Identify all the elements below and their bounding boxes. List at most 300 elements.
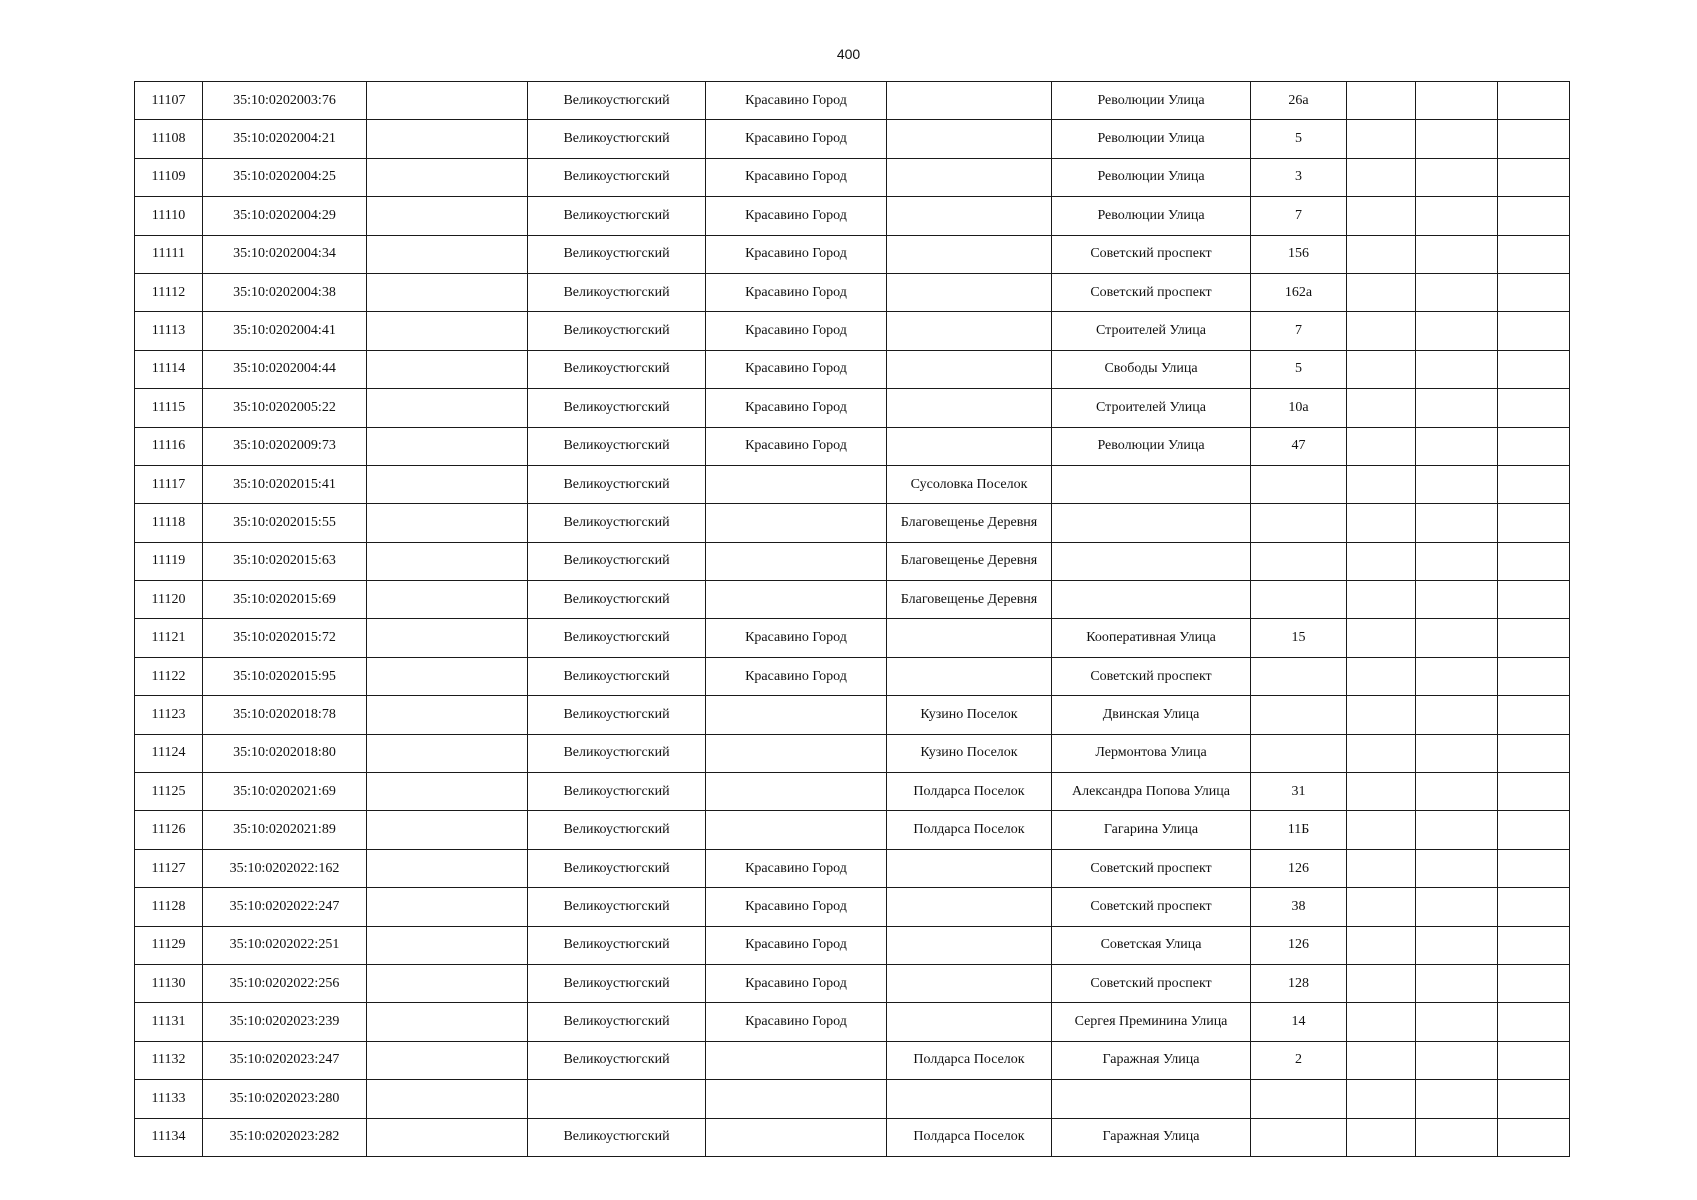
blank-cell-b: [1347, 811, 1416, 849]
street-cell: Лермонтова Улица: [1052, 734, 1251, 772]
blank-cell-a: [367, 619, 528, 657]
settlement-cell: [887, 619, 1052, 657]
blank-cell-b: [1347, 773, 1416, 811]
settlement-cell: Полдарса Поселок: [887, 1118, 1052, 1156]
street-cell: Революции Улица: [1052, 120, 1251, 158]
blank-cell-c: [1416, 1041, 1498, 1079]
district-cell: Великоустюгский: [528, 1041, 706, 1079]
row-number-cell: 11116: [135, 427, 203, 465]
blank-cell-a: [367, 158, 528, 196]
house-number-cell: 3: [1251, 158, 1347, 196]
city-cell: Красавино Город: [706, 888, 887, 926]
house-number-cell: 156: [1251, 235, 1347, 273]
cadastral-number-cell: 35:10:0202018:80: [203, 734, 367, 772]
city-cell: Красавино Город: [706, 350, 887, 388]
row-number-cell: 11121: [135, 619, 203, 657]
settlement-cell: Полдарса Поселок: [887, 811, 1052, 849]
city-cell: [706, 1080, 887, 1118]
blank-cell-a: [367, 350, 528, 388]
blank-cell-c: [1416, 619, 1498, 657]
blank-cell-a: [367, 82, 528, 120]
row-number-cell: 11131: [135, 1003, 203, 1041]
blank-cell-a: [367, 273, 528, 311]
blank-cell-b: [1347, 1080, 1416, 1118]
cadastral-number-cell: 35:10:0202023:280: [203, 1080, 367, 1118]
cadastral-number-cell: 35:10:0202015:41: [203, 465, 367, 503]
row-number-cell: 11110: [135, 197, 203, 235]
district-cell: Великоустюгский: [528, 389, 706, 427]
blank-cell-d: [1498, 926, 1570, 964]
city-cell: Красавино Город: [706, 82, 887, 120]
row-number-cell: 11123: [135, 696, 203, 734]
blank-cell-a: [367, 734, 528, 772]
table-row: [135, 197, 1570, 235]
blank-cell-c: [1416, 197, 1498, 235]
district-cell: [528, 1080, 706, 1118]
settlement-cell: Кузино Поселок: [887, 696, 1052, 734]
cadastral-number-cell: 35:10:0202023:282: [203, 1118, 367, 1156]
house-number-cell: 15: [1251, 619, 1347, 657]
table-row: [135, 158, 1570, 196]
city-cell: Красавино Город: [706, 619, 887, 657]
street-cell: [1052, 504, 1251, 542]
settlement-cell: [887, 849, 1052, 887]
blank-cell-b: [1347, 197, 1416, 235]
table-row: [135, 504, 1570, 542]
cadastral-number-cell: 35:10:0202004:29: [203, 197, 367, 235]
table-row: [135, 427, 1570, 465]
district-cell: Великоустюгский: [528, 926, 706, 964]
settlement-cell: Кузино Поселок: [887, 734, 1052, 772]
table-row: [135, 120, 1570, 158]
district-cell: Великоустюгский: [528, 888, 706, 926]
blank-cell-c: [1416, 273, 1498, 311]
blank-cell-a: [367, 542, 528, 580]
blank-cell-c: [1416, 964, 1498, 1002]
blank-cell-c: [1416, 542, 1498, 580]
settlement-cell: [887, 427, 1052, 465]
settlement-cell: [887, 389, 1052, 427]
blank-cell-b: [1347, 964, 1416, 1002]
blank-cell-d: [1498, 350, 1570, 388]
settlement-cell: [887, 235, 1052, 273]
table-row: [135, 849, 1570, 887]
city-cell: Красавино Город: [706, 849, 887, 887]
cadastral-number-cell: 35:10:0202004:21: [203, 120, 367, 158]
blank-cell-b: [1347, 581, 1416, 619]
blank-cell-a: [367, 312, 528, 350]
blank-cell-c: [1416, 1080, 1498, 1118]
city-cell: Красавино Город: [706, 926, 887, 964]
settlement-cell: [887, 273, 1052, 311]
house-number-cell: [1251, 696, 1347, 734]
district-cell: Великоустюгский: [528, 273, 706, 311]
page-number: 400: [836, 46, 861, 62]
blank-cell-c: [1416, 120, 1498, 158]
blank-cell-a: [367, 389, 528, 427]
blank-cell-c: [1416, 1118, 1498, 1156]
house-number-cell: [1251, 1118, 1347, 1156]
city-cell: [706, 734, 887, 772]
blank-cell-d: [1498, 696, 1570, 734]
district-cell: Великоустюгский: [528, 312, 706, 350]
street-cell: Советский проспект: [1052, 849, 1251, 887]
district-cell: Великоустюгский: [528, 158, 706, 196]
blank-cell-d: [1498, 82, 1570, 120]
city-cell: Красавино Город: [706, 427, 887, 465]
blank-cell-d: [1498, 811, 1570, 849]
house-number-cell: 11Б: [1251, 811, 1347, 849]
row-number-cell: 11108: [135, 120, 203, 158]
blank-cell-b: [1347, 1003, 1416, 1041]
blank-cell-c: [1416, 734, 1498, 772]
row-number-cell: 11125: [135, 773, 203, 811]
blank-cell-c: [1416, 1003, 1498, 1041]
table-row: [135, 542, 1570, 580]
row-number-cell: 11132: [135, 1041, 203, 1079]
blank-cell-b: [1347, 350, 1416, 388]
blank-cell-b: [1347, 657, 1416, 695]
street-cell: Революции Улица: [1052, 197, 1251, 235]
cadastral-number-cell: 35:10:0202004:44: [203, 350, 367, 388]
row-number-cell: 11119: [135, 542, 203, 580]
settlement-cell: [887, 312, 1052, 350]
blank-cell-d: [1498, 1041, 1570, 1079]
settlement-cell: [887, 964, 1052, 1002]
blank-cell-a: [367, 197, 528, 235]
cadastral-number-cell: 35:10:0202022:256: [203, 964, 367, 1002]
blank-cell-b: [1347, 504, 1416, 542]
table-row: [135, 312, 1570, 350]
blank-cell-d: [1498, 197, 1570, 235]
table-row: [135, 350, 1570, 388]
blank-cell-c: [1416, 389, 1498, 427]
blank-cell-a: [367, 235, 528, 273]
blank-cell-a: [367, 465, 528, 503]
district-cell: Великоустюгский: [528, 465, 706, 503]
house-number-cell: [1251, 1080, 1347, 1118]
blank-cell-c: [1416, 312, 1498, 350]
blank-cell-d: [1498, 581, 1570, 619]
district-cell: Великоустюгский: [528, 350, 706, 388]
district-cell: Великоустюгский: [528, 734, 706, 772]
cadastral-number-cell: 35:10:0202018:78: [203, 696, 367, 734]
row-number-cell: 11115: [135, 389, 203, 427]
blank-cell-b: [1347, 734, 1416, 772]
blank-cell-c: [1416, 350, 1498, 388]
blank-cell-c: [1416, 657, 1498, 695]
blank-cell-b: [1347, 1041, 1416, 1079]
blank-cell-d: [1498, 273, 1570, 311]
registry-table: [134, 81, 1570, 1157]
table-row: [135, 1003, 1570, 1041]
settlement-cell: [887, 82, 1052, 120]
settlement-cell: [887, 197, 1052, 235]
blank-cell-a: [367, 581, 528, 619]
blank-cell-d: [1498, 465, 1570, 503]
table-row: [135, 964, 1570, 1002]
blank-cell-c: [1416, 581, 1498, 619]
district-cell: Великоустюгский: [528, 811, 706, 849]
settlement-cell: [887, 350, 1052, 388]
row-number-cell: 11117: [135, 465, 203, 503]
city-cell: Красавино Город: [706, 197, 887, 235]
district-cell: Великоустюгский: [528, 964, 706, 1002]
district-cell: Великоустюгский: [528, 197, 706, 235]
house-number-cell: [1251, 504, 1347, 542]
table-row: [135, 734, 1570, 772]
street-cell: Двинская Улица: [1052, 696, 1251, 734]
blank-cell-b: [1347, 849, 1416, 887]
blank-cell-d: [1498, 849, 1570, 887]
row-number-cell: 11120: [135, 581, 203, 619]
blank-cell-c: [1416, 773, 1498, 811]
cadastral-number-cell: 35:10:0202015:69: [203, 581, 367, 619]
city-cell: Красавино Город: [706, 312, 887, 350]
city-cell: [706, 542, 887, 580]
house-number-cell: 5: [1251, 120, 1347, 158]
table-row: [135, 82, 1570, 120]
house-number-cell: [1251, 581, 1347, 619]
district-cell: Великоустюгский: [528, 235, 706, 273]
row-number-cell: 11129: [135, 926, 203, 964]
cadastral-number-cell: 35:10:0202021:89: [203, 811, 367, 849]
blank-cell-a: [367, 1003, 528, 1041]
settlement-cell: Полдарса Поселок: [887, 773, 1052, 811]
city-cell: Красавино Город: [706, 235, 887, 273]
cadastral-number-cell: 35:10:0202009:73: [203, 427, 367, 465]
cadastral-number-cell: 35:10:0202022:162: [203, 849, 367, 887]
table-row: [135, 1041, 1570, 1079]
street-cell: Гаражная Улица: [1052, 1041, 1251, 1079]
street-cell: [1052, 465, 1251, 503]
house-number-cell: [1251, 657, 1347, 695]
blank-cell-b: [1347, 888, 1416, 926]
district-cell: Великоустюгский: [528, 1118, 706, 1156]
city-cell: [706, 1118, 887, 1156]
table-row: [135, 811, 1570, 849]
table-row: [135, 465, 1570, 503]
house-number-cell: 31: [1251, 773, 1347, 811]
cadastral-number-cell: 35:10:0202004:25: [203, 158, 367, 196]
settlement-cell: [887, 888, 1052, 926]
blank-cell-a: [367, 888, 528, 926]
blank-cell-b: [1347, 619, 1416, 657]
table-row: [135, 696, 1570, 734]
row-number-cell: 11133: [135, 1080, 203, 1118]
blank-cell-a: [367, 1118, 528, 1156]
blank-cell-b: [1347, 542, 1416, 580]
street-cell: Революции Улица: [1052, 158, 1251, 196]
blank-cell-b: [1347, 389, 1416, 427]
settlement-cell: [887, 1080, 1052, 1118]
table-row: [135, 619, 1570, 657]
street-cell: Строителей Улица: [1052, 312, 1251, 350]
table-row: [135, 773, 1570, 811]
house-number-cell: 2: [1251, 1041, 1347, 1079]
city-cell: [706, 465, 887, 503]
street-cell: Советский проспект: [1052, 888, 1251, 926]
row-number-cell: 11112: [135, 273, 203, 311]
row-number-cell: 11118: [135, 504, 203, 542]
cadastral-number-cell: 35:10:0202023:247: [203, 1041, 367, 1079]
cadastral-number-cell: 35:10:0202022:251: [203, 926, 367, 964]
blank-cell-d: [1498, 235, 1570, 273]
city-cell: [706, 811, 887, 849]
district-cell: Великоустюгский: [528, 542, 706, 580]
street-cell: Советский проспект: [1052, 235, 1251, 273]
city-cell: Красавино Город: [706, 964, 887, 1002]
blank-cell-a: [367, 696, 528, 734]
street-cell: Советская Улица: [1052, 926, 1251, 964]
street-cell: Свободы Улица: [1052, 350, 1251, 388]
blank-cell-d: [1498, 734, 1570, 772]
house-number-cell: 47: [1251, 427, 1347, 465]
district-cell: Великоустюгский: [528, 773, 706, 811]
blank-cell-d: [1498, 312, 1570, 350]
cadastral-number-cell: 35:10:0202004:41: [203, 312, 367, 350]
row-number-cell: 11126: [135, 811, 203, 849]
house-number-cell: [1251, 734, 1347, 772]
street-cell: Гагарина Улица: [1052, 811, 1251, 849]
blank-cell-b: [1347, 1118, 1416, 1156]
settlement-cell: Благовещенье Деревня: [887, 542, 1052, 580]
blank-cell-a: [367, 504, 528, 542]
blank-cell-d: [1498, 158, 1570, 196]
house-number-cell: 162а: [1251, 273, 1347, 311]
row-number-cell: 11111: [135, 235, 203, 273]
street-cell: Александра Попова Улица: [1052, 773, 1251, 811]
street-cell: Советский проспект: [1052, 657, 1251, 695]
city-cell: Красавино Город: [706, 158, 887, 196]
street-cell: [1052, 1080, 1251, 1118]
district-cell: Великоустюгский: [528, 427, 706, 465]
row-number-cell: 11134: [135, 1118, 203, 1156]
table-row: [135, 235, 1570, 273]
blank-cell-b: [1347, 427, 1416, 465]
blank-cell-c: [1416, 465, 1498, 503]
city-cell: [706, 581, 887, 619]
blank-cell-d: [1498, 542, 1570, 580]
house-number-cell: [1251, 542, 1347, 580]
blank-cell-d: [1498, 1080, 1570, 1118]
table-row: [135, 581, 1570, 619]
cadastral-number-cell: 35:10:0202003:76: [203, 82, 367, 120]
row-number-cell: 11107: [135, 82, 203, 120]
house-number-cell: 26а: [1251, 82, 1347, 120]
city-cell: Красавино Город: [706, 273, 887, 311]
table-row: [135, 888, 1570, 926]
district-cell: Великоустюгский: [528, 657, 706, 695]
blank-cell-a: [367, 849, 528, 887]
street-cell: Сергея Преминина Улица: [1052, 1003, 1251, 1041]
city-cell: Красавино Город: [706, 1003, 887, 1041]
blank-cell-d: [1498, 964, 1570, 1002]
house-number-cell: 5: [1251, 350, 1347, 388]
street-cell: [1052, 581, 1251, 619]
street-cell: Советский проспект: [1052, 964, 1251, 1002]
blank-cell-c: [1416, 926, 1498, 964]
blank-cell-c: [1416, 696, 1498, 734]
blank-cell-b: [1347, 926, 1416, 964]
cadastral-number-cell: 35:10:0202023:239: [203, 1003, 367, 1041]
row-number-cell: 11128: [135, 888, 203, 926]
city-cell: [706, 696, 887, 734]
settlement-cell: Благовещенье Деревня: [887, 504, 1052, 542]
blank-cell-b: [1347, 273, 1416, 311]
blank-cell-d: [1498, 1003, 1570, 1041]
district-cell: Великоустюгский: [528, 849, 706, 887]
blank-cell-a: [367, 1080, 528, 1118]
blank-cell-c: [1416, 158, 1498, 196]
district-cell: Великоустюгский: [528, 82, 706, 120]
district-cell: Великоустюгский: [528, 504, 706, 542]
blank-cell-b: [1347, 696, 1416, 734]
blank-cell-a: [367, 657, 528, 695]
blank-cell-d: [1498, 120, 1570, 158]
cadastral-number-cell: 35:10:0202004:38: [203, 273, 367, 311]
blank-cell-d: [1498, 888, 1570, 926]
district-cell: Великоустюгский: [528, 581, 706, 619]
city-cell: Красавино Город: [706, 389, 887, 427]
street-cell: Гаражная Улица: [1052, 1118, 1251, 1156]
street-cell: [1052, 542, 1251, 580]
city-cell: Красавино Город: [706, 120, 887, 158]
house-number-cell: 126: [1251, 849, 1347, 887]
house-number-cell: 38: [1251, 888, 1347, 926]
blank-cell-a: [367, 926, 528, 964]
blank-cell-d: [1498, 389, 1570, 427]
blank-cell-c: [1416, 504, 1498, 542]
cadastral-number-cell: 35:10:0202015:55: [203, 504, 367, 542]
cadastral-number-cell: 35:10:0202005:22: [203, 389, 367, 427]
settlement-cell: [887, 120, 1052, 158]
city-cell: Красавино Город: [706, 657, 887, 695]
row-number-cell: 11130: [135, 964, 203, 1002]
district-cell: Великоустюгский: [528, 1003, 706, 1041]
house-number-cell: 126: [1251, 926, 1347, 964]
table-row: [135, 1118, 1570, 1156]
blank-cell-c: [1416, 427, 1498, 465]
row-number-cell: 11114: [135, 350, 203, 388]
row-number-cell: 11127: [135, 849, 203, 887]
cadastral-number-cell: 35:10:0202004:34: [203, 235, 367, 273]
blank-cell-a: [367, 427, 528, 465]
blank-cell-a: [367, 120, 528, 158]
house-number-cell: [1251, 465, 1347, 503]
settlement-cell: [887, 657, 1052, 695]
blank-cell-b: [1347, 465, 1416, 503]
house-number-cell: 7: [1251, 312, 1347, 350]
settlement-cell: Сусоловка Поселок: [887, 465, 1052, 503]
city-cell: [706, 504, 887, 542]
district-cell: Великоустюгский: [528, 120, 706, 158]
street-cell: Советский проспект: [1052, 273, 1251, 311]
table-row: [135, 657, 1570, 695]
blank-cell-a: [367, 964, 528, 1002]
house-number-cell: 7: [1251, 197, 1347, 235]
street-cell: Революции Улица: [1052, 427, 1251, 465]
registry-table-body: [135, 82, 1570, 1157]
settlement-cell: [887, 1003, 1052, 1041]
row-number-cell: 11109: [135, 158, 203, 196]
blank-cell-a: [367, 811, 528, 849]
street-cell: Революции Улица: [1052, 82, 1251, 120]
blank-cell-d: [1498, 504, 1570, 542]
blank-cell-b: [1347, 120, 1416, 158]
street-cell: Строителей Улица: [1052, 389, 1251, 427]
district-cell: Великоустюгский: [528, 696, 706, 734]
